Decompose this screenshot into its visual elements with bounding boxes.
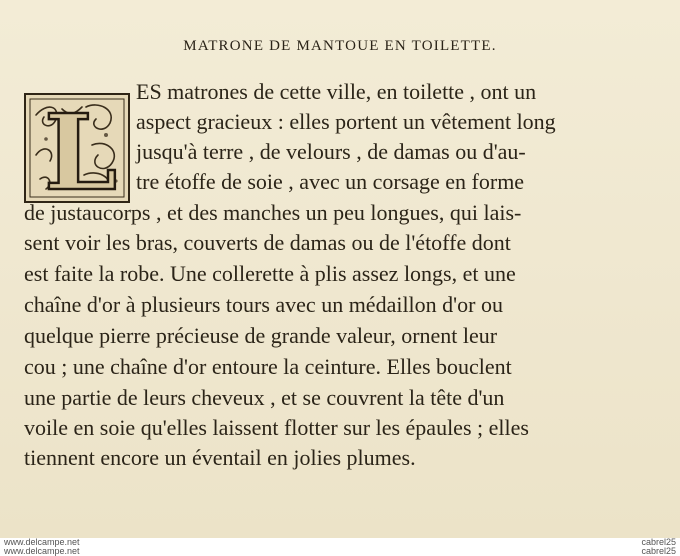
- text-line-13: tiennent encore un éventail en jolies plumes.: [24, 445, 416, 470]
- text-line-8: chaîne d'or à plusieurs tours avec un médaillon d'or ou: [24, 292, 503, 317]
- svg-text:L: L: [44, 95, 118, 201]
- page-title: MATRONE DE MANTOUE EN TOILETTE.: [183, 38, 497, 54]
- footer-watermark-bar: [0, 538, 680, 556]
- drop-cap-ornament: [24, 93, 130, 203]
- watermark-user-bottom: cabrel25: [641, 546, 676, 556]
- text-line-11: une partie de leurs cheveux , et se couvrent la tête d'un: [24, 385, 505, 410]
- text-line-10: cou ; une chaîne d'or entoure la ceinture. Elles bouclent: [24, 354, 512, 379]
- text-line-9: quelque pierre précieuse de grande valeur, ornent leur: [24, 323, 498, 348]
- watermark-url-bottom: www.delcampe.net: [4, 546, 80, 556]
- text-line-4: tre étoffe de soie , avec un corsage en forme: [136, 169, 525, 194]
- text-line-6: sent voir les bras, couverts de damas ou de l'étoffe dont: [24, 230, 511, 255]
- text-line-1: ES matrones de cette ville, en toilette , ont un: [136, 79, 537, 104]
- text-line-3: jusqu'à terre , de velours , de damas ou d'au-: [136, 139, 526, 164]
- text-line-7: est faite la robe. Une collerette à plis assez longs, et une: [24, 261, 516, 286]
- text-line-12: voile en soie qu'elles laissent flotter sur les épaules ; elles: [24, 415, 529, 440]
- text-line-5: de justaucorps , et des manches un peu longues, qui lais-: [24, 200, 522, 225]
- watermark-url-top: www.delcampe.net: [4, 537, 80, 547]
- ornate-initial-icon: [26, 95, 128, 201]
- watermark-user-top: cabrel25: [641, 537, 676, 547]
- text-line-2: aspect gracieux : elles portent un vêtement long: [136, 109, 556, 134]
